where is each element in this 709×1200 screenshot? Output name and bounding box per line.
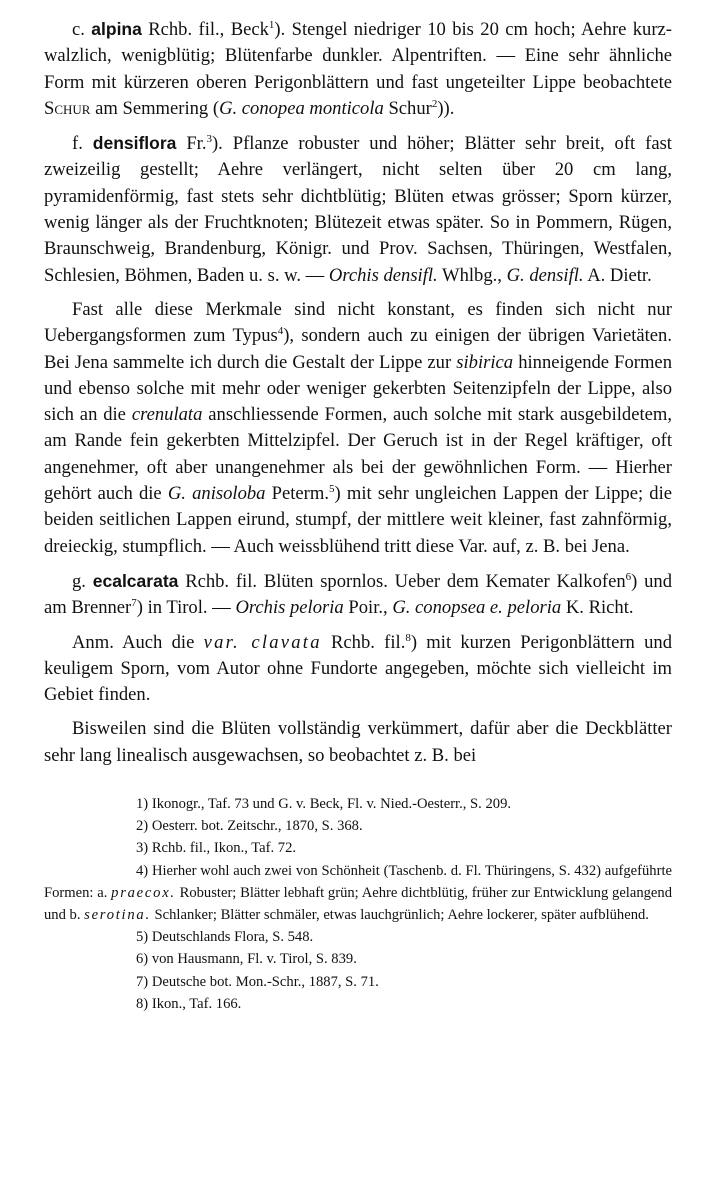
footnote-1 (44, 793, 672, 815)
variety-italic: crenulata (131, 404, 203, 426)
text: anschliessende Formen, auch solche mit stark ausgebildetem, am Rande fein gekerbten Mittelzipfel. Der Geruch ist in der Regel kräftiger, oft angenehmer, oft aber unangenehmer als bei der gewöhnlichen Form. — Hierher gehört auch die (44, 404, 673, 505)
footnote-8 (44, 993, 672, 1015)
footnote-6 (44, 948, 672, 970)
footnote-text: Rchb. fil., Ikon., Taf. 72. (151, 840, 297, 857)
footnote-number: 6) (136, 951, 149, 968)
footnote-number: 2) (136, 818, 149, 835)
text: ). Pflanze robuster und höher; Blätter sehr breit, oft fast zweizeilig gestellt; Aehre verlängert, nicht selten über 20 cm lang, pyramidenförmig, fast stets sehr dichtblütig; Blüten etwas grösser; Sporn kürzer, wenig länger als der Fruchtknoten; Blütezeit etwas später. So in Pommern, Rügen, Braunschweig, Brandenburg, Königr. und Prov. Sachsen, Thüringen, Westfalen, Schlesien, Böhmen, Baden u. s. w. — (44, 133, 672, 286)
person-name: Schur (44, 97, 91, 119)
footnote-ref: 7 (131, 597, 137, 610)
variety-name: ecalcarata (92, 570, 179, 591)
text: Peterm. (271, 483, 329, 505)
variety-name: alpina (91, 19, 142, 39)
text: Rchb. fil. (331, 631, 406, 653)
footnote-ref: 4 (277, 325, 284, 338)
variety-italic: sibirica (456, 351, 514, 373)
text: Anm. Auch die (72, 631, 195, 653)
synonym: G. densifl. (506, 264, 584, 286)
text: )). (437, 97, 455, 119)
text: ), sondern auch zu einigen der übrigen Varietäten. Bei Jena sammelte ich durch die Gestalt der Lippe zur (44, 325, 672, 373)
paragraph-merkmale (44, 297, 672, 560)
footnote-number: 4) (136, 862, 149, 879)
footnote-7 (44, 971, 672, 993)
footnote-text: Ikon., Taf. 166. (151, 995, 242, 1012)
author: Fr. (186, 133, 207, 155)
variety-marker: f. (72, 133, 83, 155)
footnote-ref: 2 (431, 97, 438, 110)
text: Rchb. fil. Blüten spornlos. Ueber dem Kemater Kalkofen (185, 570, 626, 592)
spacer (44, 769, 672, 783)
variety-name: densiflora (92, 133, 177, 154)
footnote-ref: 1 (268, 18, 275, 31)
text: Bisweilen sind die Blüten vollständig verkümmert, dafür aber die Deckblätter sehr lang linealisch ausgewachsen, so beobachtet z. B. bei (44, 718, 672, 766)
footnote-5 (44, 926, 672, 948)
text: Schur (388, 97, 432, 119)
variety-marker: c. (72, 19, 85, 40)
footnote-text: Hierher wohl auch zwei von Schönheit (Taschenb. d. Fl. Thüringens, S. 432) aufgeführte Formen: a. (44, 862, 672, 901)
footnote-4 (44, 860, 672, 927)
footnote-number: 1) (136, 796, 149, 813)
text: A. Dietr. (587, 264, 652, 286)
synonym: Orchis densifl. (328, 264, 438, 286)
footnote-number: 3) (136, 840, 149, 857)
footnote-3 (44, 837, 672, 859)
footnote-text: Ikonogr., Taf. 73 und G. v. Beck, Fl. v. Nied.-Oesterr., S. 209. (151, 796, 512, 813)
paragraph-ecalcarata (44, 568, 672, 622)
synonym: G. conopea monticola (219, 97, 384, 119)
variety-spaced: var. clavata (203, 631, 322, 653)
footnote-number: 5) (136, 929, 149, 946)
footnote-2 (44, 815, 672, 837)
footnote-number: 7) (136, 973, 149, 990)
variety-italic: G. anisoloba (167, 483, 266, 505)
footnote-text: Schlanker; Blätter schmäler, etwas lauchgrünlich; Aehre lockerer, später aufblühend. (154, 907, 649, 924)
text: am Semmering ( (95, 97, 220, 119)
synonym: G. conopsea e. peloria (392, 597, 562, 619)
paragraph-densiflora (44, 130, 672, 289)
text: Whlbg., (442, 264, 502, 286)
footnote-number: 8) (136, 995, 149, 1012)
footnote-text: von Hausmann, Fl. v. Tirol, S. 839. (151, 951, 357, 968)
page (44, 16, 672, 1015)
author: Rchb. fil., Beck (148, 19, 269, 40)
footnote-ref: 5 (328, 482, 335, 495)
footnote-ref: 6 (625, 570, 632, 583)
text: Fast alle diese Merkmale sind nicht konstant, es finden sich nicht nur Uebergangsformen zum Typus (44, 298, 672, 347)
text: hinneigende Formen und ebenso solche mit mehr oder weniger gekerbten Seitenzipfeln der Lippe, also sich an die (44, 351, 672, 426)
text: ) mit sehr ungleichen Lappen der Lippe; die beiden seitlichen Lappen eirund, stumpf, der mittlere weit kleiner, fast zahnförmig, dreieckig, stumpflich. — Auch weissblühend tritt diese Var. auf, z. B. bei Jena. (44, 483, 673, 557)
paragraph-alpina (44, 16, 672, 122)
text: ). Stengel niedriger 10 bis 20 cm hoch; Aehre kurz-walzlich, wenigblütig; Blütenfarbe dunkler. Alpentriften. — Eine sehr ähnliche Form mit kürzeren oberen Perigonblättern und fast ungeteilter Lippe beobachtete (44, 19, 672, 93)
text: ) mit kurzen Perigonblättern und keuligem Sporn, vom Autor ohne Fundorte angegeben, möchte sich vielleicht im Gebiet finden. (44, 631, 672, 706)
synonym: Orchis peloria (235, 597, 344, 619)
footnote-ref: 8 (405, 631, 411, 644)
footnote-ref: 3 (206, 133, 212, 145)
text: ) in Tirol. — (136, 597, 231, 619)
paragraph-bisweilen (44, 716, 672, 769)
footnote-text: Robuster; Blätter lebhaft grün; Aehre dichtblütig, früher zur Entwicklung gelangend und b. (44, 884, 672, 924)
text: ) und am Brenner (44, 570, 673, 619)
variety-marker: g. (72, 570, 86, 592)
form-name: praecox. (111, 884, 176, 901)
text: Poir., (348, 597, 388, 619)
footnotes (44, 793, 672, 1015)
form-name: serotina. (84, 907, 151, 924)
footnote-text: Oesterr. bot. Zeitschr., 1870, S. 368. (151, 818, 363, 835)
text: K. Richt. (565, 597, 634, 619)
footnote-text: Deutsche bot. Mon.-Schr., 1887, S. 71. (151, 973, 379, 990)
paragraph-anmerkung (44, 630, 672, 709)
footnote-text: Deutschlands Flora, S. 548. (151, 929, 314, 946)
